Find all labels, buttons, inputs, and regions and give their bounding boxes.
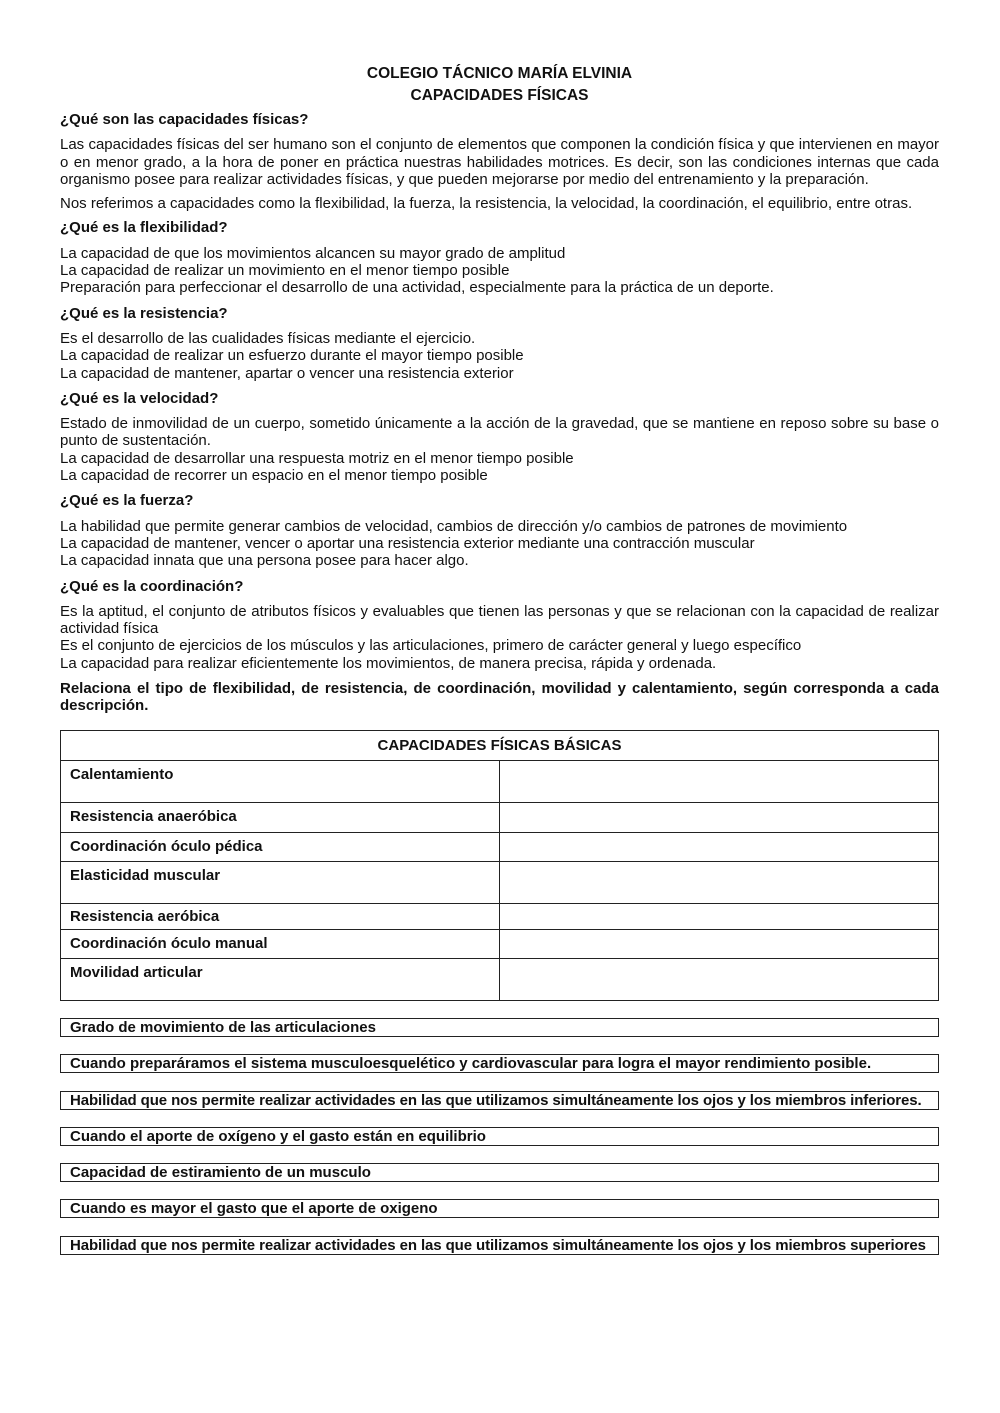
option[interactable]: Es el conjunto de ejercicios de los músculos y las articulaciones, primero de carácter general y luego específico xyxy=(60,637,802,655)
strength-question: ¿Qué es la fuerza? xyxy=(60,492,194,510)
capacities-table xyxy=(60,730,939,1001)
table-row-label: Coordinación óculo manual xyxy=(61,930,500,959)
answer-drop-cell[interactable] xyxy=(500,904,939,930)
speed-options xyxy=(60,415,939,484)
table-row-label: Movilidad articular xyxy=(61,959,500,1001)
table-row-label: Calentamiento xyxy=(61,761,500,803)
worksheet xyxy=(60,63,939,715)
strength-options xyxy=(60,518,939,570)
table-row-label: Elasticidad muscular xyxy=(61,862,500,904)
intro-question: ¿Qué son las capacidades físicas? xyxy=(60,111,309,128)
answer-drop-cell[interactable] xyxy=(500,930,939,959)
school-name: COLEGIO TÁCNICO MARÍA ELVINIA xyxy=(366,65,633,82)
coordination-options xyxy=(60,603,939,672)
option[interactable]: La capacidad de realizar un movimiento en el menor tiempo posible xyxy=(60,262,510,280)
option[interactable]: La capacidad para realizar eficientemente los movimientos, de manera precisa, rápida y ordenada. xyxy=(60,654,717,672)
table-row-label: Resistencia aeróbica xyxy=(61,904,500,930)
coordination-question: ¿Qué es la coordinación? xyxy=(60,577,244,595)
option[interactable]: Es la aptitud, el conjunto de atributos físicos y evaluables que tienen las personas y que se relacionan con la capacidad de realizar actividad física xyxy=(60,602,939,638)
resistance-options xyxy=(60,330,939,382)
answer-box[interactable]: Capacidad de estiramiento de un musculo xyxy=(60,1163,939,1182)
answer-drop-cell[interactable] xyxy=(500,862,939,904)
answer-drop-cell[interactable] xyxy=(500,959,939,1001)
answer-drop-cell[interactable] xyxy=(500,833,939,862)
option[interactable]: La capacidad de que los movimientos alcancen su mayor grado de amplitud xyxy=(60,244,566,262)
option[interactable]: La capacidad de desarrollar una respuesta motriz en el menor tiempo posible xyxy=(60,449,574,467)
answer-options xyxy=(60,1018,939,1272)
resistance-question: ¿Qué es la resistencia? xyxy=(60,304,228,322)
intro-paragraph: Nos referimos a capacidades como la flexibilidad, la fuerza, la resistencia, la velocidad, la coordinación, el equilibrio, entre otras. xyxy=(60,195,913,213)
answer-box[interactable]: Habilidad que nos permite realizar actividades en las que utilizamos simultáneamente los ojos y los miembros inferiores. xyxy=(60,1091,939,1110)
table-row-label: Coordinación óculo pédica xyxy=(61,833,500,862)
table-row-label: Resistencia anaeróbica xyxy=(61,803,500,833)
table-header: CAPACIDADES FÍSICAS BÁSICAS xyxy=(61,731,939,761)
option[interactable]: Estado de inmovilidad de un cuerpo, sometido únicamente a la acción de la gravedad, que se mantiene en reposo sobre su base o punto de sustentación. xyxy=(60,415,939,450)
option[interactable]: Es el desarrollo de las cualidades físicas mediante el ejercicio. xyxy=(60,329,476,347)
speed-question: ¿Qué es la velocidad? xyxy=(60,389,219,407)
option[interactable]: La habilidad que permite generar cambios de velocidad, cambios de dirección y/o cambios de patrones de movimiento xyxy=(60,517,848,535)
option[interactable]: Preparación para perfeccionar el desarrollo de una actividad, especialmente para la práctica de un deporte. xyxy=(60,279,774,297)
option[interactable]: La capacidad de realizar un esfuerzo durante el mayor tiempo posible xyxy=(60,347,524,365)
answer-drop-cell[interactable] xyxy=(500,761,939,803)
instruction: Relaciona el tipo de flexibilidad, de resistencia, de coordinación, movilidad y calentamiento, según corresponda a cada descripción. xyxy=(60,680,939,715)
intro-paragraph: Las capacidades físicas del ser humano son el conjunto de elementos que componen la condición física y que intervienen en mayor o en menor grado, a la hora de poner en práctica nuestras habilidades motrices. Es decir, son las condiciones internas que cada organismo posee para realizar actividades físicas, y que pueden mejorarse por medio del entrenamiento y la preparación. xyxy=(60,136,939,188)
option[interactable]: La capacidad de recorrer un espacio en el menor tiempo posible xyxy=(60,467,488,485)
option[interactable]: La capacidad de mantener, vencer o aportar una resistencia exterior mediante una contracción muscular xyxy=(60,534,755,552)
answer-box[interactable]: Cuando el aporte de oxígeno y el gasto están en equilibrio xyxy=(60,1127,939,1146)
option[interactable]: La capacidad de mantener, apartar o vencer una resistencia exterior xyxy=(60,364,514,382)
answer-box[interactable]: Grado de movimiento de las articulaciones xyxy=(60,1018,939,1037)
flexibility-question: ¿Qué es la flexibilidad? xyxy=(60,219,228,237)
answer-box[interactable]: Cuando preparáramos el sistema musculoesquelético y cardiovascular para logra el mayor rendimiento posible. xyxy=(60,1054,939,1073)
option[interactable]: La capacidad innata que una persona posee para hacer algo. xyxy=(60,552,469,570)
answer-box[interactable]: Habilidad que nos permite realizar actividades en las que utilizamos simultáneamente los ojos y los miembros superiores xyxy=(60,1236,939,1255)
worksheet-title: CAPACIDADES FÍSICAS xyxy=(410,87,589,104)
answer-box[interactable]: Cuando es mayor el gasto que el aporte de oxigeno xyxy=(60,1199,939,1218)
flexibility-options xyxy=(60,245,939,297)
answer-drop-cell[interactable] xyxy=(500,803,939,833)
